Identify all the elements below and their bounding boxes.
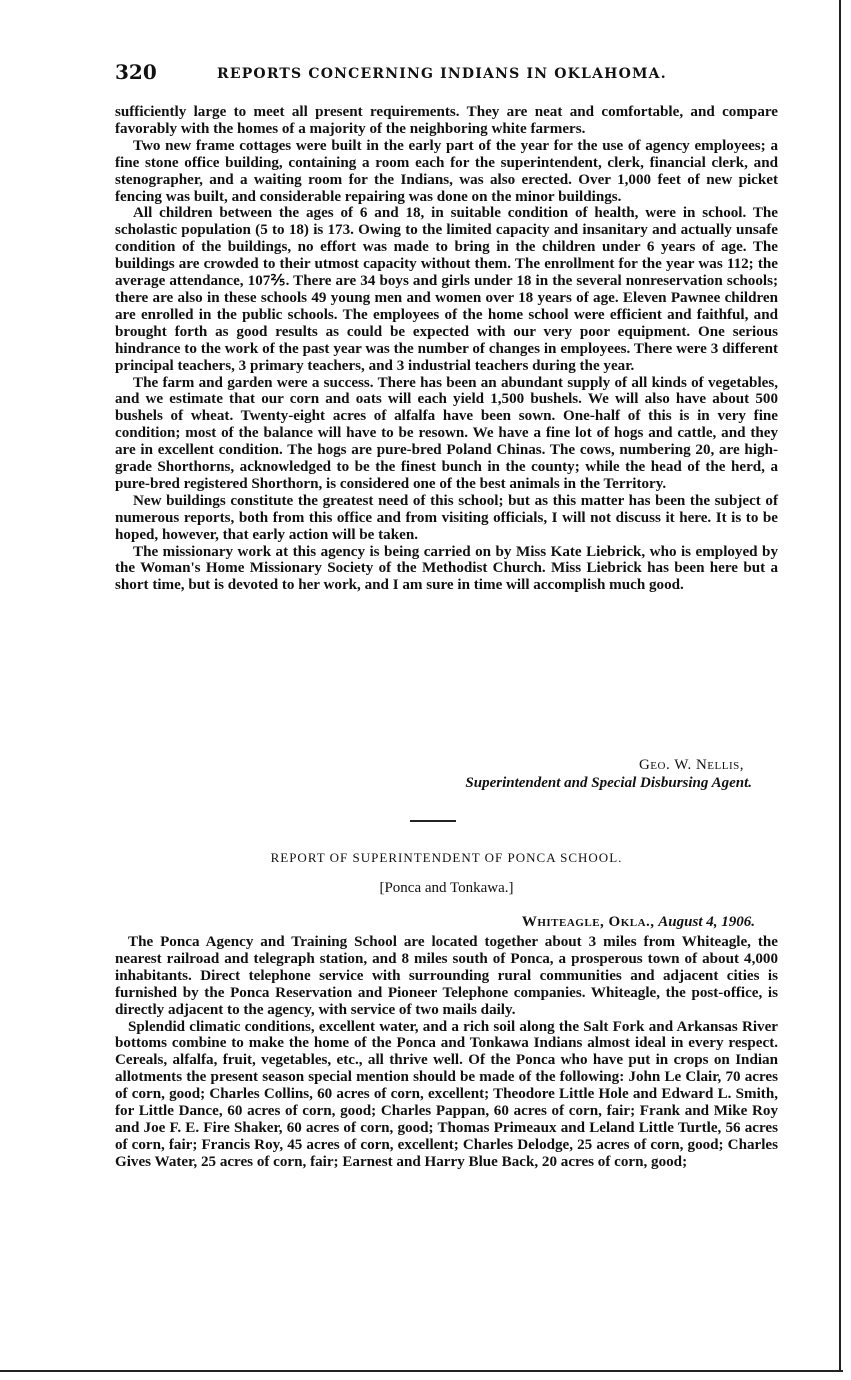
paragraph: The farm and garden were a success. There has been an abundant supply of all kinds of vegetables, and we estimate that our corn and oats will each yield 1,500 bushels. We will also have about 500 bushels of wheat. Twenty-eight acres of alfalfa have been sown. One-half of this is in very fine condition; most of the balance will have to be resown. We have a fine lot of hogs and cattle, and they are in excellent condition. The hogs are pure-bred Poland Chinas. The cows, numbering 20, are high-grade Shorthorns, acknowledged to be the finest bunch in the county; while the head of the herd, a pure-bred registered Shorthorn, is considered one of the best animals in the Territory.: [115, 374, 778, 492]
section-divider: [410, 820, 456, 822]
paragraph: The Ponca Agency and Training School are located together about 3 miles from Whiteagle, the nearest railroad and telegraph station, and 8 miles south of Ponca, a prosperous town of about 4,000 inhabitants. Direct telephone service with surrounding rural communities and adjacent cities is furnished by the Ponca Reservation and Pioneer Telephone companies. Whiteagle, the post-office, is directly adjacent to the agency, with service of two mails daily.: [115, 934, 778, 1018]
second-report-body: [115, 934, 778, 1171]
dateline-date: August 4, 1906.: [658, 914, 755, 930]
signature-block: [115, 756, 778, 792]
paragraph: New buildings constitute the greatest need of this school; but as this matter has been the subject of numerous reports, both from this office and from visiting officials, I will not discuss it here. It is to be hoped, however, that early action will be taken.: [115, 492, 778, 543]
running-head: REPORTS CONCERNING INDIANS IN OKLAHOMA.: [217, 66, 667, 82]
report-subtitle: [Ponca and Tonkawa.]: [379, 880, 514, 896]
signature-title: Superintendent and Special Disbursing Agent.: [465, 775, 752, 791]
first-report-body: [115, 104, 778, 594]
page-number: 320: [115, 60, 157, 84]
paragraph: sufficiently large to meet all present requirements. They are neat and comfortable, and compare favorably with the homes of a majority of the neighboring white farmers.: [115, 104, 778, 137]
scan-edge-bottom: [0, 1370, 843, 1372]
paragraph: Two new frame cottages were built in the early part of the year for the use of agency employees; a fine stone office building, containing a room each for the superintendent, clerk, financial clerk, and stenographer, and a waiting room for the Indians, was also erected. Over 1,000 feet of new picket fencing was built, and considerable repairing was done on the minor buildings.: [115, 137, 778, 205]
paragraph: The missionary work at this agency is being carried on by Miss Kate Liebrick, who is employed by the Woman's Home Missionary Society of the Methodist Church. Miss Liebrick has been here but a short time, but is devoted to her work, and I am sure in time will accomplish much good.: [115, 543, 778, 594]
signature-name: Geo. W. Nellis,: [638, 757, 744, 773]
report-title: REPORT OF SUPERINTENDENT OF PONCA SCHOOL.: [270, 850, 623, 865]
page-header: [115, 58, 780, 88]
paragraph: All children between the ages of 6 and 18, in suitable condition of health, were in school. The scholastic population (5 to 18) is 173. Owing to the limited capacity and insanitary and actually unsafe condition of the buildings, no effort was made to bring in the children under 6 years of age. The buildings are crowded to their utmost capacity without them. The enrollment for the year was 112; the average attendance, 107⅖. There are 34 boys and girls under 18 in the several nonreservation schools; there are also in these schools 49 young men and women over 18 years of age. Eleven Pawnee children are enrolled in the public schools. The employees of the home school were efficient and faithful, and brought forth as good results as could be expected with our very poor equipment. One serious hindrance to the work of the past year was the number of changes in employees. There were 3 different principal teachers, 3 primary teachers, and 3 industrial teachers during the year.: [115, 205, 778, 374]
scan-edge-right: [839, 0, 841, 1372]
paragraph: Splendid climatic conditions, excellent water, and a rich soil along the Salt Fork and Arkansas River bottoms combine to make the home of the Ponca and Tonkawa Indians almost ideal in every respect. Cereals, alfalfa, fruit, vegetables, etc., all thrive well. Of the Ponca who have put in crops on Indian allotments the present season special mention should be made of the following: John Le Clair, 70 acres of corn, good; Charles Collins, 60 acres of corn, excellent; Theodore Little Hole and Edward L. Smith, for Little Dance, 60 acres of corn, good; Charles Pappan, 60 acres of corn, fair; Frank and Mike Roy and Joe F. E. Fire Shaker, 60 acres of corn, good; Thomas Primeaux and Leland Little Turtle, 56 acres of corn, fair; Francis Roy, 45 acres of corn, excellent; Charles Delodge, 25 acres of corn, good; Charles Gives Water, 25 acres of corn, fair; Earnest and Harry Blue Back, 20 acres of corn, good;: [115, 1018, 778, 1170]
dateline: [115, 914, 755, 931]
dateline-place: Whiteagle, Okla.,: [521, 914, 655, 930]
